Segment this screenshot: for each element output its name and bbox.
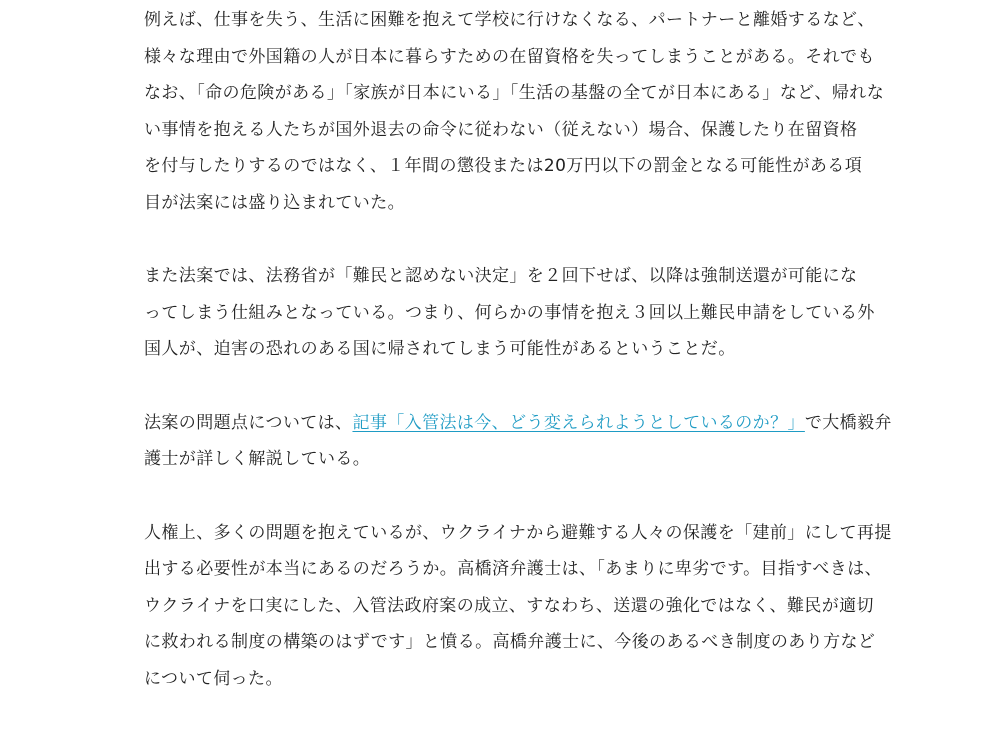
- text-line: に救われる制度の構築のはずです」と憤る。高橋弁護士に、今後のあるべき制度のあり方など: [144, 632, 876, 652]
- text-line: を付与したりするのではなく、１年間の懲役または20万円以下の罰金となる可能性がある項: [144, 156, 863, 176]
- paragraph-deportation: [144, 258, 884, 368]
- paragraph-residence-status: [144, 2, 884, 221]
- text-line: 国人が、迫害の恐れのある国に帰されてしまう可能性があるということだ。: [144, 339, 736, 359]
- text-line: また法案では、法務省が「難民と認めない決定」を２回下せば、以降は強制送還が可能にな: [144, 266, 858, 286]
- text-line: 例えば、仕事を失う、生活に困難を抱えて学校に行けなくなる、パートナーと離婚するなど、: [144, 10, 875, 30]
- text-line: 護士が詳しく解説している。: [144, 449, 371, 469]
- related-article-link[interactable]: 記事「入管法は今、どう変えられようとしているのか？」: [352, 412, 805, 433]
- text-line: 人権上、多くの問題を抱えているが、ウクライナから避難する人々の保護を「建前」にして再提: [144, 522, 892, 543]
- text-line: なお、「命の危険がある」「家族が日本にいる」「生活の基盤の全てが日本にある」など、帰れな: [144, 83, 885, 103]
- paragraph-related-article: [144, 405, 892, 478]
- text-line: い事情を抱える人たちが国外退去の命令に従わない（従えない）場合、保護したり在留資格: [144, 119, 858, 140]
- text-line: 出する必要性が本当にあるのだろうか。高橋済弁護士は、「あまりに卑劣です。目指すべきは、: [144, 559, 882, 579]
- text-line: ウクライナを口実にした、入管法政府案の成立、すなわち、送還の強化ではなく、難民が適切: [144, 595, 874, 616]
- text-segment: 法案の問題点については、: [144, 412, 353, 433]
- text-line: 様々な理由で外国籍の人が日本に暮らすための在留資格を失ってしまうことがある。それでも: [144, 46, 875, 67]
- text-line: について伺った。: [144, 668, 283, 689]
- paragraph-lawyer-comment: [144, 515, 892, 698]
- article-body: [144, 2, 892, 734]
- text-line: [144, 405, 892, 442]
- text-line: 目が法案には盛り込まれていた。: [144, 192, 405, 213]
- text-segment: で大橋毅弁: [804, 412, 892, 433]
- text-line: ってしまう仕組みとなっている。つまり、何らかの事情を抱え３回以上難民申請をしている外: [144, 302, 875, 323]
